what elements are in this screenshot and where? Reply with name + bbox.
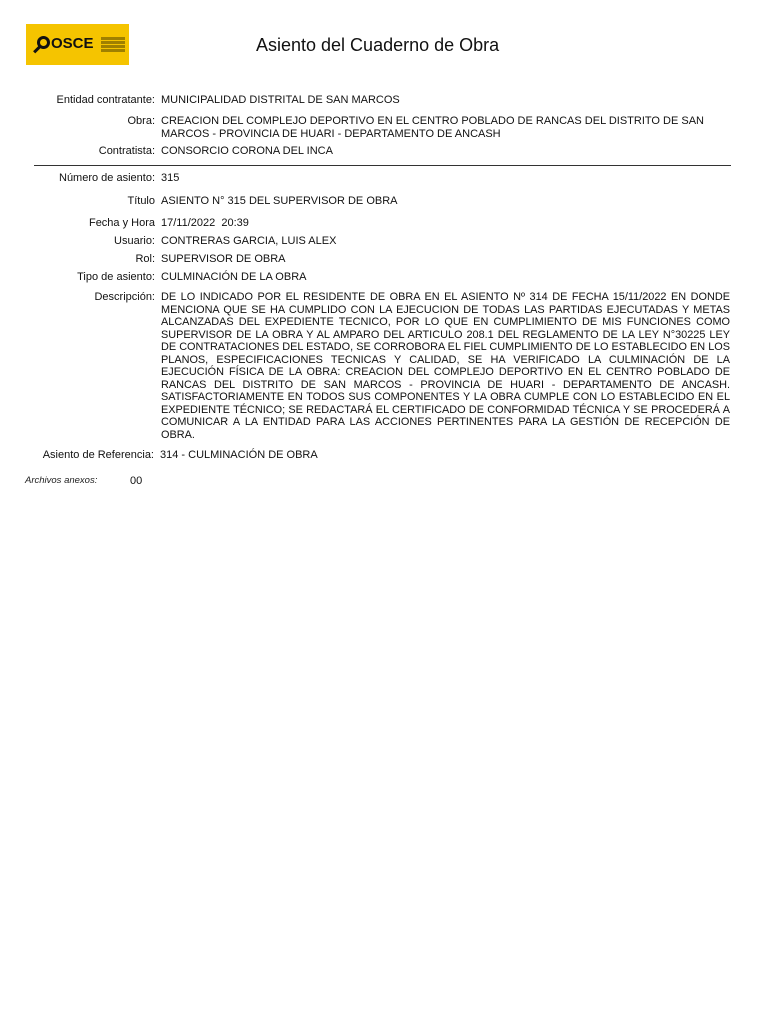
- contratista-value: CONSORCIO CORONA DEL INCA: [161, 145, 333, 157]
- usuario-label: Usuario:: [114, 235, 155, 247]
- tipo-value: CULMINACIÓN DE LA OBRA: [161, 271, 307, 283]
- rol-label: Rol:: [135, 253, 155, 265]
- entidad-value: MUNICIPALIDAD DISTRITAL DE SAN MARCOS: [161, 94, 400, 106]
- descripcion-value: DE LO INDICADO POR EL RESIDENTE DE OBRA EN EL ASIENTO Nº 314 DE FECHA 15/11/2022 EN DONDE MENCIONA QUE SE HA CUMPLIDO CON LA EJECUCION DE TODAS LAS PARTIDAS EJECUTADAS Y METAS ALCANZADAS DEL EXPEDIENTE TECNICO, POR LO QUE EN CUMPLIMIENTO DE MIS FUNCIONES COMO SUPERVISOR DE LA OBRA Y AL AMPARO DEL ARTICULO 208.1 DEL REGLAMENTO DE LA LEY N°30225 LEY DE CONTRATACIONES DEL ESTADO, SE CORROBORA EL FIEL CUMPLIMIENTO DE LO ESTABLECIDO EN LOS PLANOS, ESPECIFICACIONES TECNICAS Y CALIDAD, SE HA VERIFICADO LA CULMINACIÓN DE LA EJECUCIÓN FÍSICA DE LA OBRA: CREACION DEL COMPLEJO DEPORTIVO EN EL CENTRO POBLADO DE RANCAS DEL DISTRITO DE SAN MARCOS - PROVINCIA DE HUARI - DEPARTAMENTO DE ANCASH. SATISFACTORIAMENTE EN TODOS SUS COMPONENTES Y LA OBRA CUMPLE CON LO ESTABLECIDO EN EL EXPEDIENTE TÉCNICO; SE REDACTARÁ EL CERTIFICADO DE CONFORMIDAD TÉCNICA Y SE PROCEDERÁ A COMUNICAR A LA ENTIDAD PARA LAS ACCIONES PERTINENTES PARA LA GESTIÓN DE RECEPCIÓN DE OBRA.: [161, 291, 730, 441]
- logo-subtext: [101, 37, 125, 53]
- numero-label: Número de asiento:: [59, 172, 155, 184]
- osce-logo: [26, 24, 129, 65]
- rol-value: SUPERVISOR DE OBRA: [161, 253, 286, 265]
- archivos-label: Archivos anexos:: [25, 475, 98, 486]
- logo-text: OSCE: [51, 35, 94, 52]
- magnifier-handle: [33, 46, 41, 54]
- referencia-label: Asiento de Referencia:: [42, 449, 154, 461]
- descripcion-label: Descripción:: [94, 291, 155, 303]
- obra-label: Obra:: [127, 115, 155, 127]
- titulo-label: Título: [127, 195, 155, 207]
- referencia-value: 314 - CULMINACIÓN DE OBRA: [160, 449, 318, 461]
- divider: [34, 165, 731, 166]
- titulo-value: ASIENTO N° 315 DEL SUPERVISOR DE OBRA: [161, 195, 398, 207]
- archivos-value: 00: [130, 475, 143, 487]
- numero-value: 315: [161, 172, 180, 184]
- entidad-label: Entidad contratante:: [56, 94, 155, 106]
- fecha-value: 17/11/2022 20:39: [161, 217, 249, 229]
- page-title: Asiento del Cuaderno de Obra: [256, 35, 500, 55]
- fecha-label: Fecha y Hora: [88, 217, 155, 229]
- tipo-label: Tipo de asiento:: [77, 271, 155, 283]
- obra-value: CREACION DEL COMPLEJO DEPORTIVO EN EL CENTRO POBLADO DE RANCAS DEL DISTRITO DE SAN MARCOS - PROVINCIA DE HUARI - DEPARTAMENTO DE ANCASH: [161, 115, 704, 140]
- usuario-value: CONTRERAS GARCIA, LUIS ALEX: [161, 235, 337, 247]
- contratista-label: Contratista:: [98, 145, 155, 157]
